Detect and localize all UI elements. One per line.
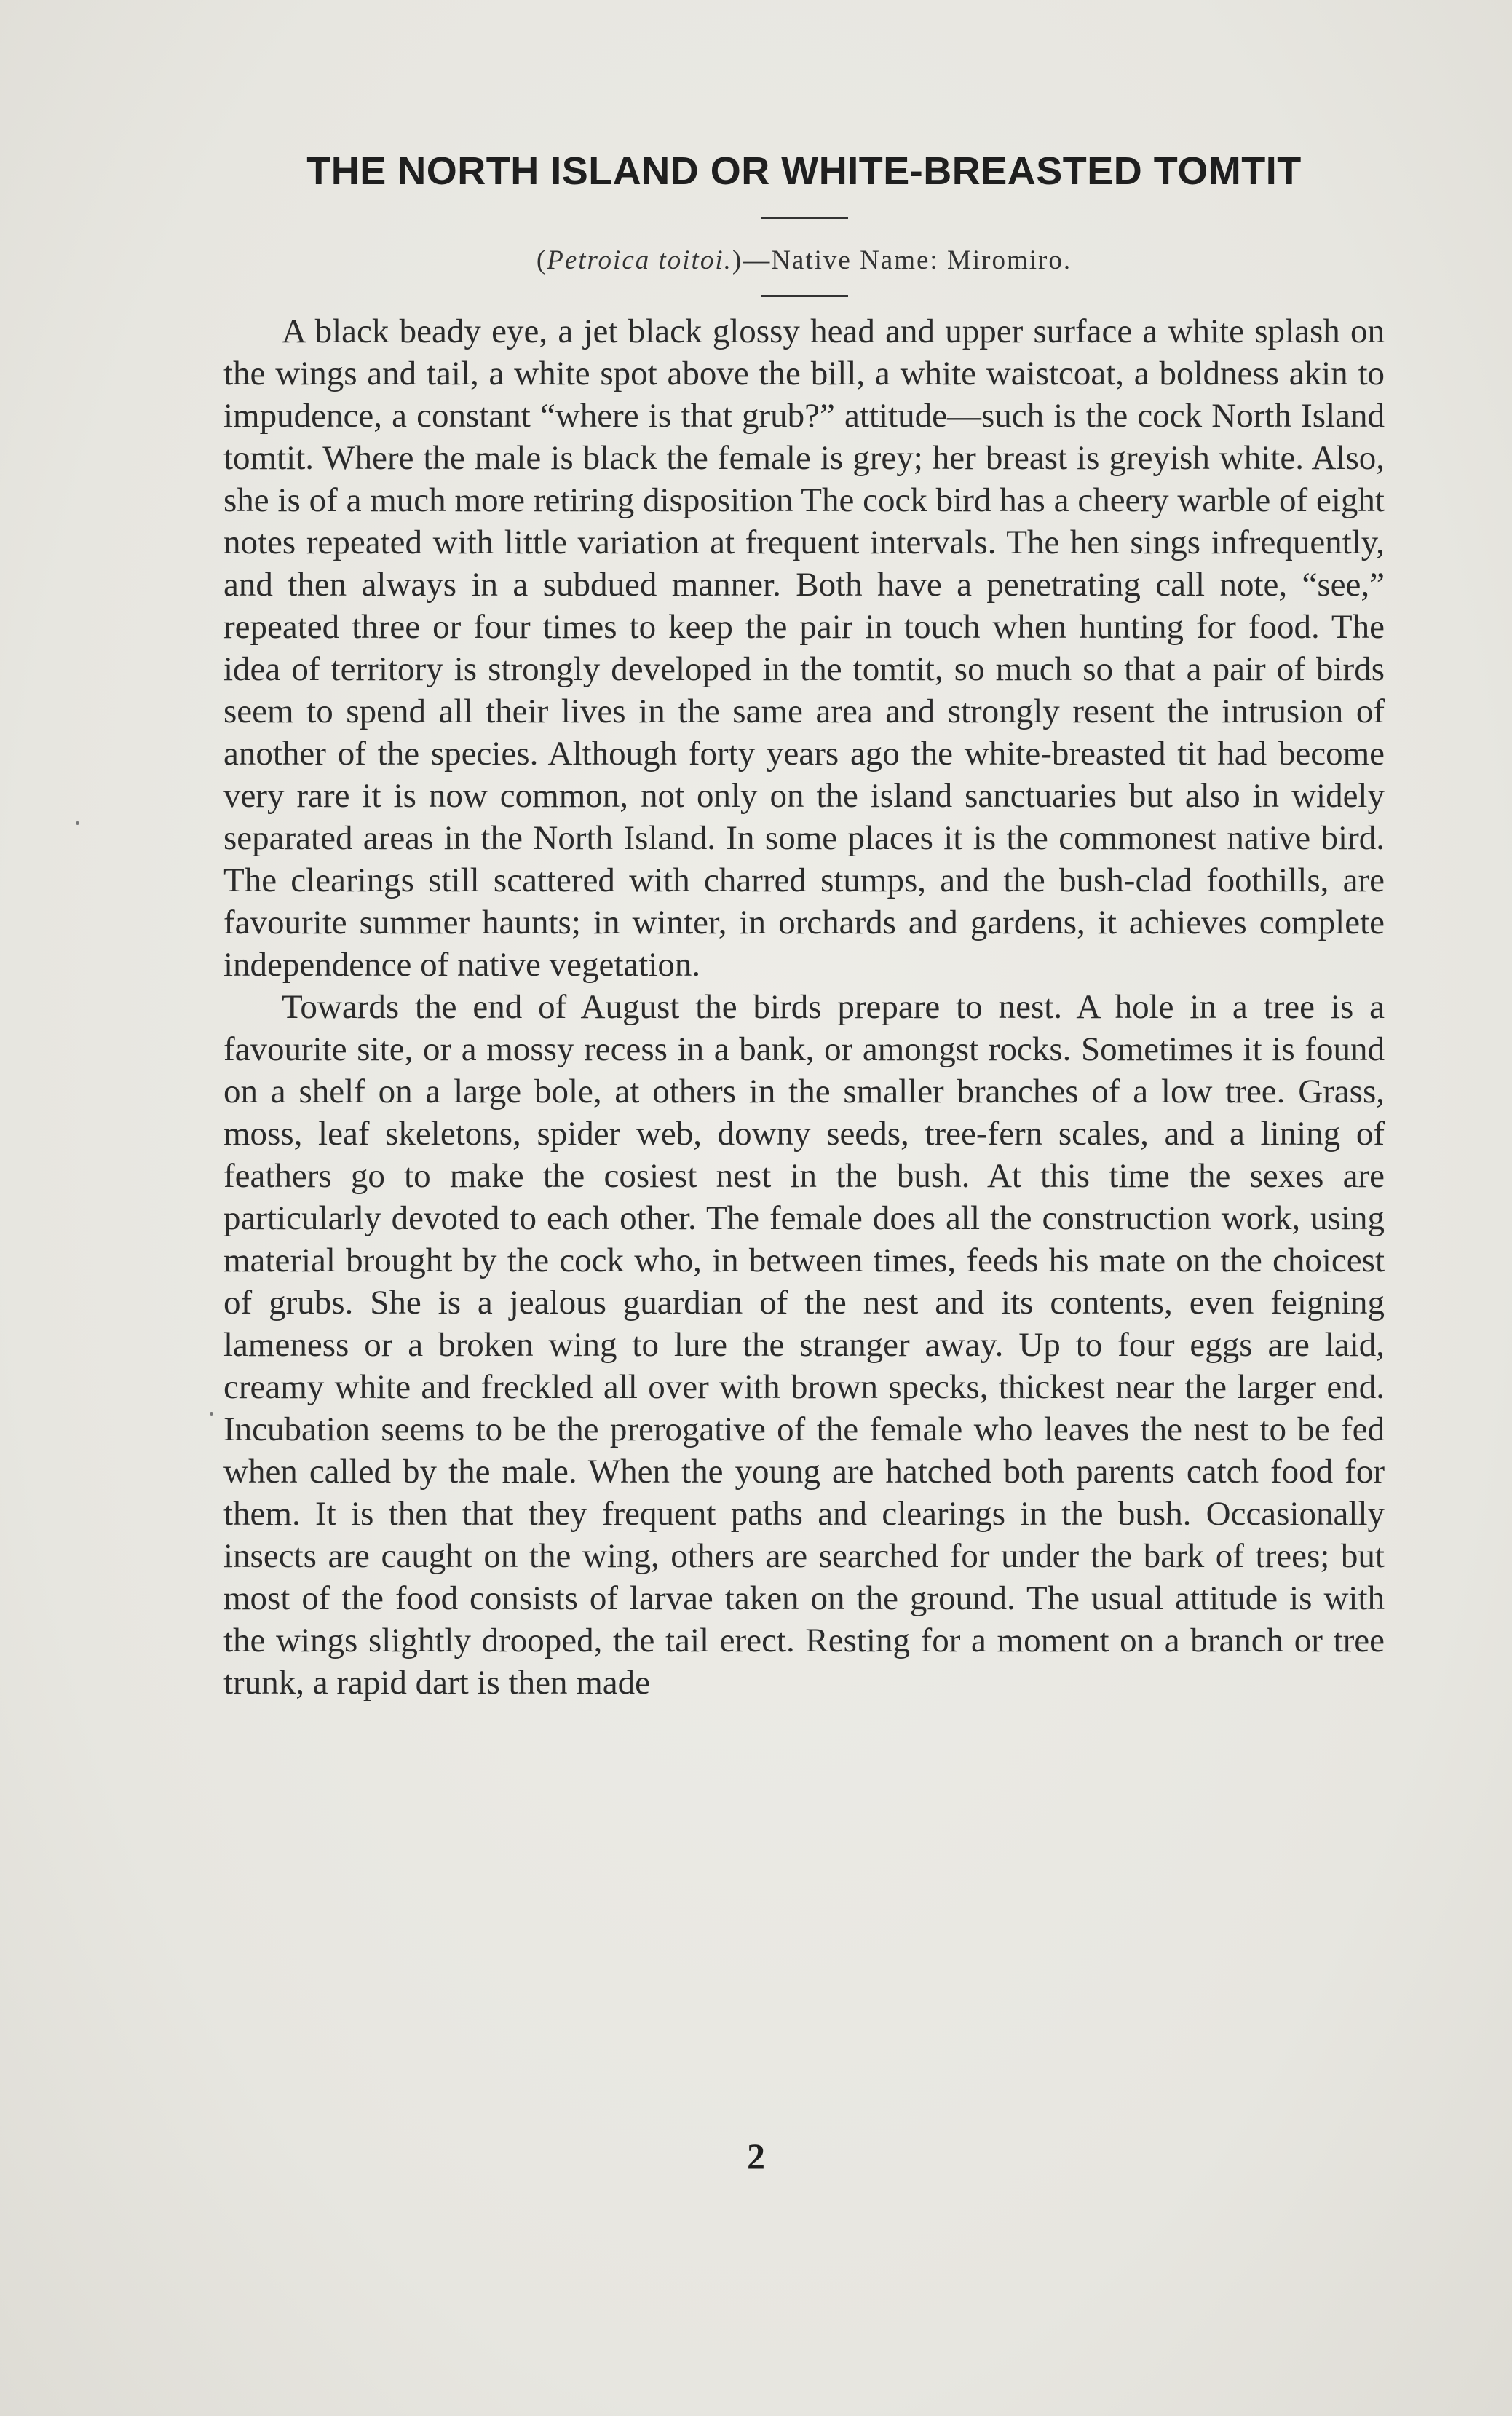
subtitle-divider (761, 295, 848, 297)
article-title: THE NORTH ISLAND OR WHITE-BREASTED TOMTIT (306, 149, 1302, 193)
paper-speck (76, 821, 79, 825)
native-name: —Native Name: Miromiro. (743, 245, 1072, 275)
paragraph: A black beady eye, a jet black glossy head and upper surface a white splash on the wings and tail, a white spot above the bill, a white waistcoat, a boldness akin to impudence, a constant “where is that grub?” attitude—such is the cock North Island tomtit. Where the male is black the female is grey; her breast is greyish white. Also, she is of a much more retiring disposition The cock bird has a cheery warble of eight notes repeated with little variation at frequent intervals. The hen sings infrequently, and then always in a subdued manner. Both have a penetrating call note, “see,” repeated three or four times to keep the pair in touch when hunting for food. The idea of territory is strongly developed in the tomtit, so much so that a pair of birds seem to spend all their lives in the same area and strongly resent the intrusion of another of the species. Although forty years ago the white-breasted tit had become very rare it is now common, not only on the island sanctuaries but also in widely separated areas in the North Island. In some places it is the commonest native bird. The clearings still scattered with charred stumps, and the bush-clad foothills, are favourite summer haunts; in winter, in orchards and gardens, it achieves complete independence of native vegetation. (223, 312, 1385, 984)
article (223, 146, 1385, 1704)
paper-speck (210, 1412, 213, 1416)
page-number: 2 (747, 2136, 765, 2176)
article-subtitle: (Petroica toitoi.)—Native Name: Miromiro. (536, 245, 1072, 275)
title-divider (761, 217, 848, 219)
paragraph: Towards the end of August the birds prepare to nest. A hole in a tree is a favourite site, or a mossy recess in a bank, or amongst rocks. Sometimes it is found on a shelf on a large bole, at others in the smaller branches of a low tree. Grass, moss, leaf skeletons, spider web, downy seeds, tree-fern scales, and a lining of feathers go to make the cosiest nest in the bush. At this time the sexes are particularly devoted to each other. The female does all the construction work, using material brought by the cock who, in between times, feeds his mate on the choicest of grubs. She is a jealous guardian of the nest and its contents, even feigning lameness or a broken wing to lure the stranger away. Up to four eggs are laid, creamy white and freckled all over with brown specks, thickest near the larger end. Incubation seems to be the prerogative of the female who leaves the nest to be fed when called by the male. When the young are hatched both parents catch food for them. It is then that they frequent paths and clearings in the bush. Occasionally insects are caught on the wing, others are searched for under the bark of trees; but most of the food consists of larvae taken on the ground. The usual attitude is with the wings slightly drooped, the tail erect. Resting for a moment on a branch or tree trunk, a rapid dart is then made (223, 988, 1385, 1702)
article-body (223, 310, 1385, 1704)
species-name: Petroica toitoi. (547, 245, 732, 275)
